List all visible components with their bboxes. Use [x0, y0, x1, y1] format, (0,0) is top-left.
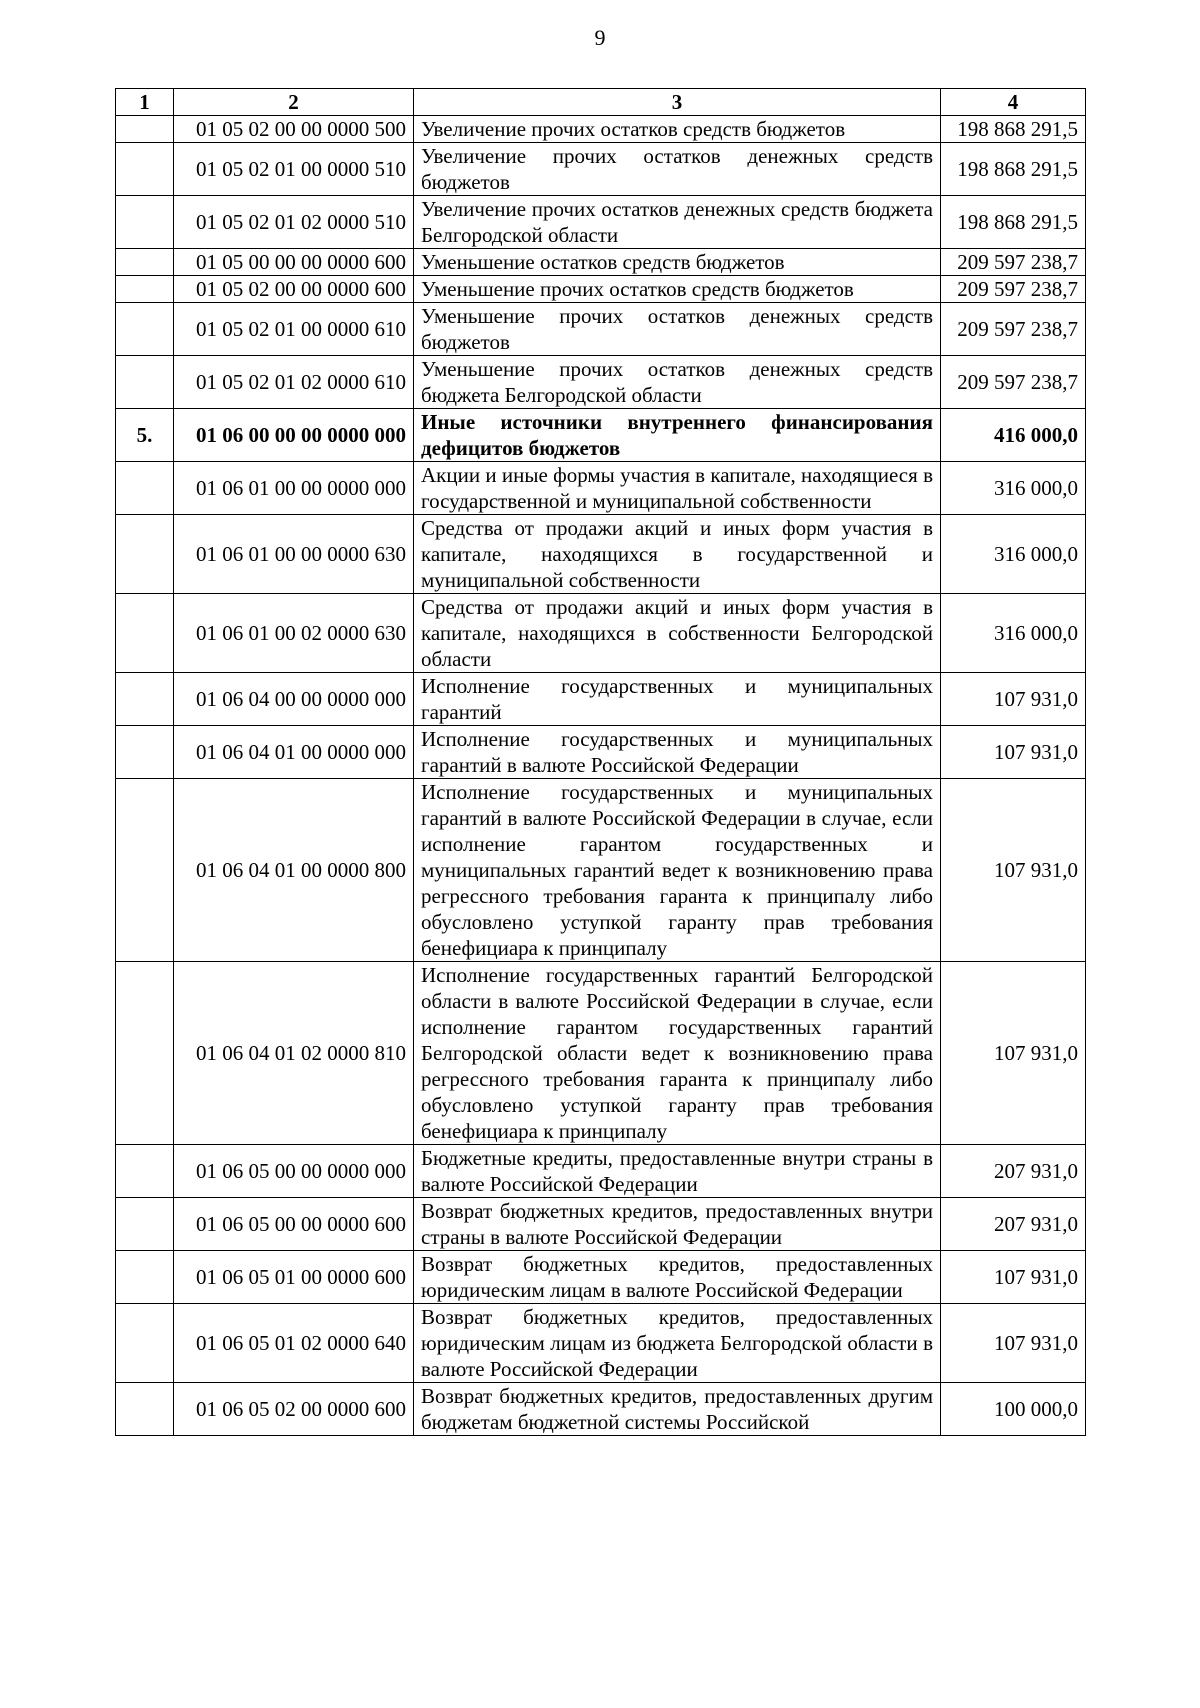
amount-cell: 209 597 238,7	[941, 356, 1086, 409]
classification-code-cell: 01 05 00 00 00 0000 600	[174, 249, 414, 276]
table-row	[116, 196, 1086, 249]
table-row	[116, 779, 1086, 962]
classification-code-cell: 01 05 02 01 00 0000 610	[174, 303, 414, 356]
classification-code-cell: 01 06 05 00 00 0000 000	[174, 1145, 414, 1198]
classification-code-cell: 01 05 02 00 00 0000 500	[174, 116, 414, 143]
table-row	[116, 726, 1086, 779]
table-row	[116, 1198, 1086, 1251]
table-row	[116, 462, 1086, 515]
amount-cell: 198 868 291,5	[941, 196, 1086, 249]
row-number-cell	[116, 462, 174, 515]
classification-code-cell: 01 05 02 00 00 0000 600	[174, 276, 414, 303]
row-number-cell	[116, 143, 174, 196]
classification-code-cell: 01 05 02 01 02 0000 610	[174, 356, 414, 409]
description-cell: Исполнение государственных и муниципальных гарантий в валюте Российской Федерации	[414, 726, 941, 779]
table-row	[116, 356, 1086, 409]
amount-cell: 207 931,0	[941, 1198, 1086, 1251]
page-number: 9	[594, 25, 606, 50]
budget-sources-table	[115, 88, 1086, 1436]
description-cell: Бюджетные кредиты, предоставленные внутри страны в валюте Российской Федерации	[414, 1145, 941, 1198]
description-cell: Исполнение государственных и муниципальных гарантий в валюте Российской Федерации в случае, если исполнение гарантом государственных и муниципальных гарантий ведет к возникновению права регрессного требования гаранта к принципалу либо обусловлено уступкой гаранту прав требования бенефициара к принципалу	[414, 779, 941, 962]
row-number-cell	[116, 1383, 174, 1436]
row-number-cell	[116, 1145, 174, 1198]
classification-code-cell: 01 06 01 00 00 0000 000	[174, 462, 414, 515]
row-number-cell: 5.	[116, 409, 174, 462]
table-row	[116, 143, 1086, 196]
description-cell: Уменьшение прочих остатков средств бюджетов	[414, 276, 941, 303]
table-row	[116, 515, 1086, 594]
table-row	[116, 1251, 1086, 1304]
classification-code-cell: 01 05 02 01 02 0000 510	[174, 196, 414, 249]
classification-code-cell: 01 06 04 01 02 0000 810	[174, 962, 414, 1145]
table-row	[116, 962, 1086, 1145]
amount-cell: 107 931,0	[941, 962, 1086, 1145]
amount-cell: 316 000,0	[941, 594, 1086, 673]
amount-cell: 316 000,0	[941, 515, 1086, 594]
classification-code-cell: 01 06 05 02 00 0000 600	[174, 1383, 414, 1436]
classification-code-cell: 01 06 04 00 00 0000 000	[174, 673, 414, 726]
classification-code-cell: 01 05 02 01 00 0000 510	[174, 143, 414, 196]
amount-cell: 209 597 238,7	[941, 249, 1086, 276]
amount-cell: 107 931,0	[941, 1304, 1086, 1383]
table-header	[116, 89, 1086, 116]
table-row	[116, 116, 1086, 143]
row-number-cell	[116, 1198, 174, 1251]
row-number-cell	[116, 1251, 174, 1304]
row-number-cell	[116, 303, 174, 356]
row-number-cell	[116, 356, 174, 409]
amount-cell: 416 000,0	[941, 409, 1086, 462]
description-cell: Возврат бюджетных кредитов, предоставленных юридическим лицам из бюджета Белгородской области в валюте Российской Федерации	[414, 1304, 941, 1383]
table-row	[116, 673, 1086, 726]
description-cell: Уменьшение прочих остатков денежных средств бюджета Белгородской области	[414, 356, 941, 409]
amount-cell: 209 597 238,7	[941, 303, 1086, 356]
table-body	[116, 116, 1086, 1436]
header-col-1: 1	[116, 89, 174, 116]
amount-cell: 198 868 291,5	[941, 116, 1086, 143]
header-row	[116, 89, 1086, 116]
description-cell: Увеличение прочих остатков денежных средств бюджетов	[414, 143, 941, 196]
description-cell: Возврат бюджетных кредитов, предоставленных другим бюджетам бюджетной системы Российской	[414, 1383, 941, 1436]
row-number-cell	[116, 594, 174, 673]
description-cell: Исполнение государственных и муниципальных гарантий	[414, 673, 941, 726]
table-row	[116, 1145, 1086, 1198]
amount-cell: 100 000,0	[941, 1383, 1086, 1436]
row-number-cell	[116, 116, 174, 143]
classification-code-cell: 01 06 04 01 00 0000 000	[174, 726, 414, 779]
description-cell: Возврат бюджетных кредитов, предоставленных юридическим лицам в валюте Российской Федерации	[414, 1251, 941, 1304]
row-number-cell	[116, 276, 174, 303]
description-cell: Уменьшение прочих остатков денежных средств бюджетов	[414, 303, 941, 356]
amount-cell: 107 931,0	[941, 1251, 1086, 1304]
description-cell: Увеличение прочих остатков денежных средств бюджета Белгородской области	[414, 196, 941, 249]
row-number-cell	[116, 673, 174, 726]
table-row	[116, 303, 1086, 356]
description-cell: Увеличение прочих остатков средств бюджетов	[414, 116, 941, 143]
row-number-cell	[116, 515, 174, 594]
amount-cell: 107 931,0	[941, 673, 1086, 726]
description-cell: Исполнение государственных гарантий Белгородской области в валюте Российской Федерации в случае, если исполнение гарантом государственных гарантий Белгородской области ведет к возникновению права регрессного требования гаранта к принципалу либо обусловлено уступкой гаранту прав требования бенефициара к принципалу	[414, 962, 941, 1145]
row-number-cell	[116, 962, 174, 1145]
header-col-3: 3	[414, 89, 941, 116]
description-cell: Средства от продажи акций и иных форм участия в капитале, находящихся в собственности Белгородской области	[414, 594, 941, 673]
table-row	[116, 594, 1086, 673]
amount-cell: 107 931,0	[941, 726, 1086, 779]
row-number-cell	[116, 196, 174, 249]
row-number-cell	[116, 249, 174, 276]
table-row	[116, 1304, 1086, 1383]
amount-cell: 209 597 238,7	[941, 276, 1086, 303]
amount-cell: 198 868 291,5	[941, 143, 1086, 196]
description-cell: Акции и иные формы участия в капитале, находящиеся в государственной и муниципальной собственности	[414, 462, 941, 515]
amount-cell: 107 931,0	[941, 779, 1086, 962]
table-row	[116, 276, 1086, 303]
description-cell: Средства от продажи акций и иных форм участия в капитале, находящихся в государственной и муниципальной собственности	[414, 515, 941, 594]
classification-code-cell: 01 06 00 00 00 0000 000	[174, 409, 414, 462]
amount-cell: 316 000,0	[941, 462, 1086, 515]
table-row	[116, 249, 1086, 276]
description-cell: Возврат бюджетных кредитов, предоставленных внутри страны в валюте Российской Федерации	[414, 1198, 941, 1251]
table-row	[116, 1383, 1086, 1436]
description-cell: Иные источники внутреннего финансирования дефицитов бюджетов	[414, 409, 941, 462]
header-col-4: 4	[941, 89, 1086, 116]
classification-code-cell: 01 06 04 01 00 0000 800	[174, 779, 414, 962]
amount-cell: 207 931,0	[941, 1145, 1086, 1198]
table-row	[116, 409, 1086, 462]
row-number-cell	[116, 726, 174, 779]
description-cell: Уменьшение остатков средств бюджетов	[414, 249, 941, 276]
header-col-2: 2	[174, 89, 414, 116]
classification-code-cell: 01 06 05 00 00 0000 600	[174, 1198, 414, 1251]
row-number-cell	[116, 779, 174, 962]
classification-code-cell: 01 06 01 00 02 0000 630	[174, 594, 414, 673]
classification-code-cell: 01 06 01 00 00 0000 630	[174, 515, 414, 594]
row-number-cell	[116, 1304, 174, 1383]
classification-code-cell: 01 06 05 01 02 0000 640	[174, 1304, 414, 1383]
classification-code-cell: 01 06 05 01 00 0000 600	[174, 1251, 414, 1304]
